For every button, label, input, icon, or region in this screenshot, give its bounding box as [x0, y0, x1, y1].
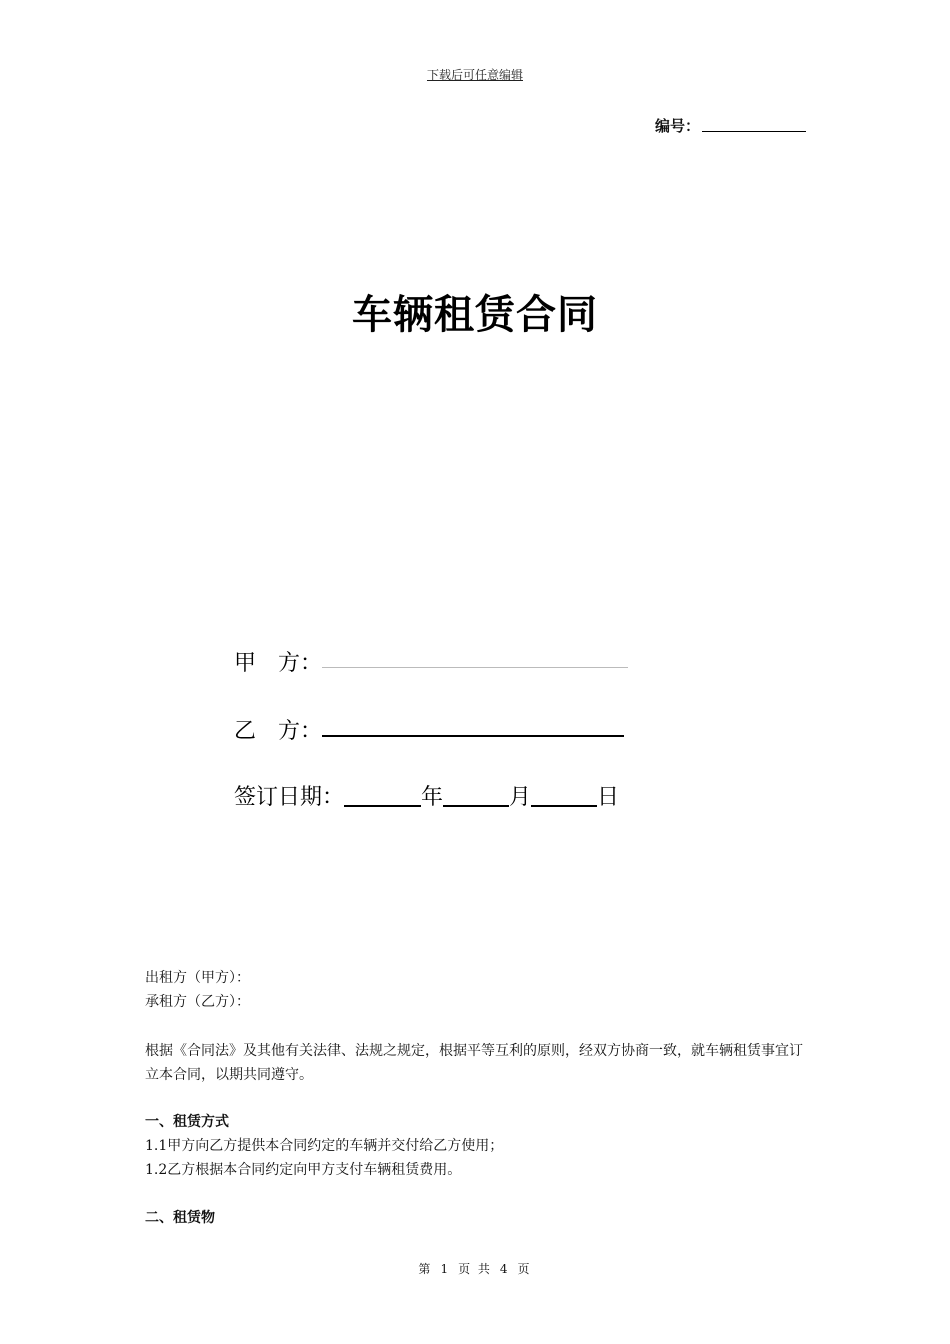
section-2-title: 二、租赁物 [145, 1210, 215, 1226]
document-title: 车辆租赁合同 [352, 292, 598, 338]
preamble-paragraph: 根据《合同法》及其他有关法律、法规之规定，根据平等互利的原则，经双方协商一致，就车辆租赁事宜订立本合同，以期共同遵守。 [145, 1043, 803, 1083]
year-label: 年 [421, 785, 444, 810]
header-note: 下载后可任意编辑 [426, 68, 523, 82]
party-a-label: 甲 方： [234, 651, 323, 676]
party-b-blank[interactable] [322, 735, 624, 737]
clause-1-2: 1.2乙方根据本合同约定向甲方支付车辆租赁费用。 [145, 1162, 462, 1178]
year-blank[interactable] [344, 783, 421, 807]
section-1-title [145, 1110, 805, 1134]
party-a-blank[interactable] [322, 667, 628, 668]
party-b-label: 乙 方： [234, 719, 323, 744]
sign-date-label: 签订日期： [234, 785, 345, 810]
lessor-line: 出租方（甲方）： [145, 970, 250, 986]
day-blank[interactable] [531, 783, 597, 807]
month-label: 月 [509, 785, 532, 810]
contract-number-blank[interactable] [702, 131, 806, 132]
page-mid: 页 共 [458, 1262, 492, 1276]
month-blank[interactable] [443, 783, 509, 807]
clause-1-1: 1.1甲方向乙方提供本合同约定的车辆并交付给乙方使用； [145, 1138, 504, 1154]
page-total: 4 [499, 1262, 510, 1276]
page-footer [0, 1260, 950, 1277]
page-current: 1 [440, 1262, 451, 1276]
lessee-line: 承租方（乙方）： [145, 994, 250, 1010]
day-label: 日 [597, 785, 620, 810]
sign-date-row [234, 780, 619, 811]
page-prefix: 第 [418, 1262, 433, 1276]
contract-number-label: 编号： [655, 117, 701, 135]
page-suffix: 页 [517, 1262, 532, 1276]
section-1-title-text: 一、租赁方式 [145, 1114, 229, 1130]
